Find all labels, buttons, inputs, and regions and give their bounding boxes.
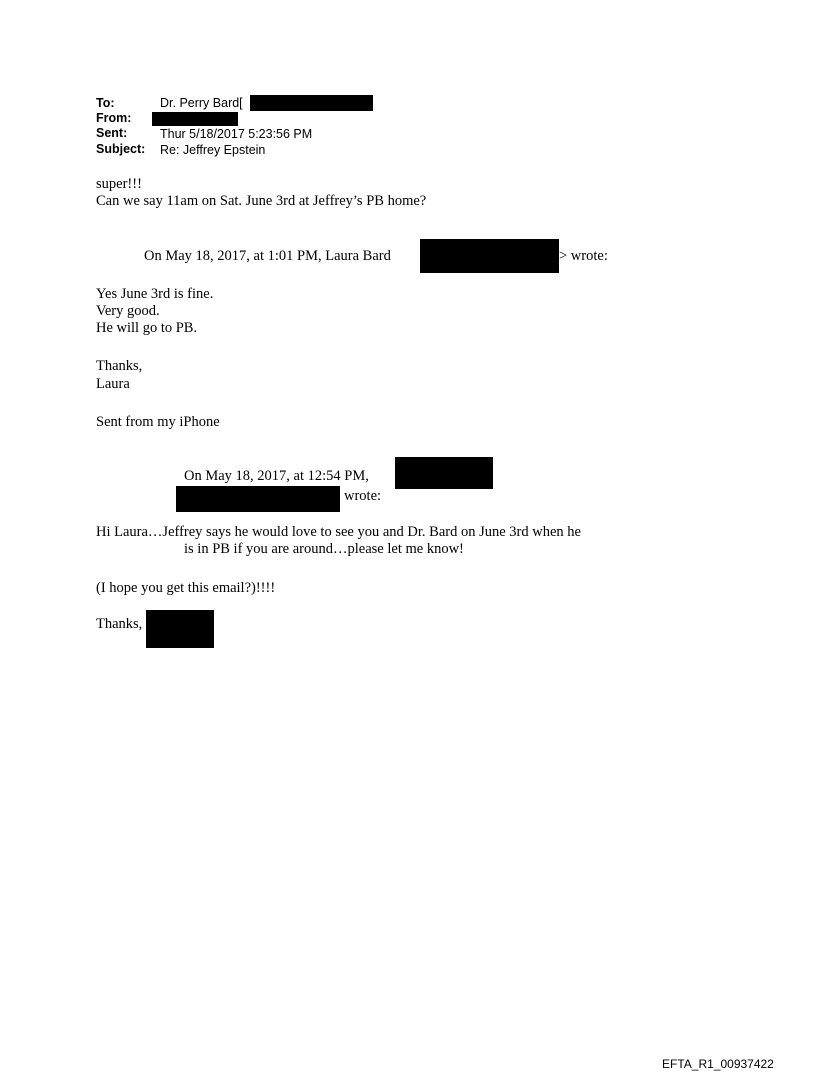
redaction-box <box>250 95 373 111</box>
redaction-box <box>152 112 238 126</box>
subject-value: Re: Jeffrey Epstein <box>160 143 266 157</box>
quote-line: (I hope you get this email?)!!!! <box>96 580 276 596</box>
message-line: super!!! <box>96 176 142 192</box>
subject-label: Subject: <box>96 142 146 156</box>
from-label: From: <box>96 111 132 125</box>
quote-name: Laura <box>96 376 130 392</box>
quote-attribution: On May 18, 2017, at 12:54 PM, <box>184 468 369 484</box>
document-id: EFTA_R1_00937422 <box>662 1057 774 1071</box>
quote-attribution-suffix: wrote: <box>344 488 382 504</box>
message-line: Can we say 11am on Sat. June 3rd at Jeffrey’s PB home? <box>96 193 427 209</box>
quote-line: He will go to PB. <box>96 320 198 336</box>
sent-label: Sent: <box>96 126 128 140</box>
redaction-box <box>176 486 340 512</box>
quote-line: Yes June 3rd is fine. <box>96 286 214 302</box>
quote-signoff: Thanks, <box>96 358 143 374</box>
quote-attribution-suffix: > wrote: <box>559 248 608 264</box>
sent-value: Thur 5/18/2017 5:23:56 PM <box>160 127 313 141</box>
to-label: To: <box>96 96 115 110</box>
to-value: Dr. Perry Bard[ <box>160 96 243 110</box>
quote-line: Very good. <box>96 303 160 319</box>
quote-signoff: Thanks, <box>96 616 143 632</box>
quote-line: Hi Laura…Jeffrey says he would love to see you and Dr. Bard on June 3rd when he <box>96 524 581 540</box>
redaction-box <box>146 610 214 648</box>
quote-line: is in PB if you are around…please let me know! <box>184 541 464 557</box>
redaction-box <box>420 239 559 273</box>
redaction-box <box>395 457 493 489</box>
quote-attribution: On May 18, 2017, at 1:01 PM, Laura Bard <box>144 248 391 264</box>
sent-from-line: Sent from my iPhone <box>96 414 220 430</box>
